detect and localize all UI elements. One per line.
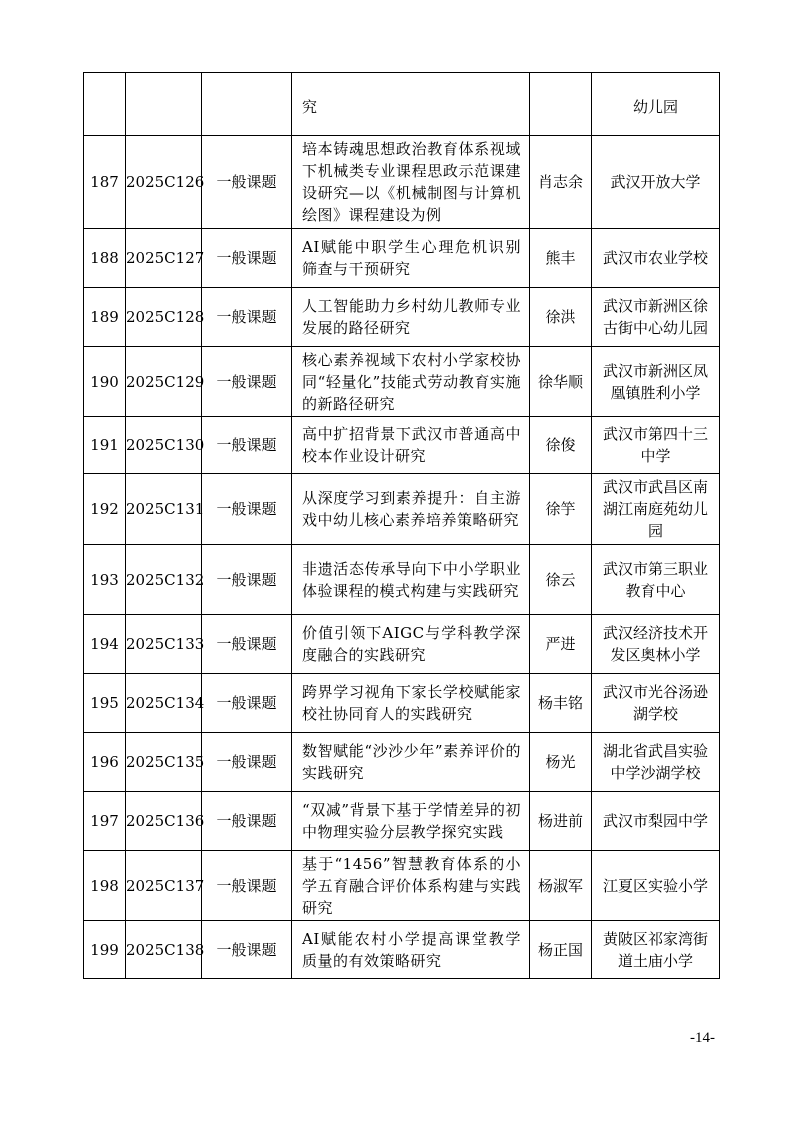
- cell-code: 2025C133: [126, 615, 202, 674]
- cell-code: 2025C137: [126, 851, 202, 921]
- table-row: [84, 474, 720, 545]
- cell-number: 195: [84, 674, 126, 733]
- cell-person: 徐云: [530, 545, 592, 615]
- cell-title: 究: [292, 73, 530, 136]
- cell-code: 2025C132: [126, 545, 202, 615]
- table-row: [84, 288, 720, 347]
- cell-unit: 武汉市第三职业教育中心: [592, 545, 720, 615]
- cell-unit: 武汉开放大学: [592, 136, 720, 229]
- cell-number: 194: [84, 615, 126, 674]
- cell-number: 199: [84, 921, 126, 979]
- cell-code: 2025C126: [126, 136, 202, 229]
- cell-number: 198: [84, 851, 126, 921]
- cell-title: 人工智能助力乡村幼儿教师专业发展的路径研究: [292, 288, 530, 347]
- cell-number: 189: [84, 288, 126, 347]
- cell-title: 培本铸魂思想政治教育体系视域下机械类专业课程思政示范课建设研究—以《机械制图与计算机绘图》课程建设为例: [292, 136, 530, 229]
- cell-type: 一般课题: [202, 417, 292, 474]
- cell-type: 一般课题: [202, 229, 292, 288]
- table-row: [84, 851, 720, 921]
- table-row: [84, 921, 720, 979]
- cell-type: 一般课题: [202, 921, 292, 979]
- cell-person: 严进: [530, 615, 592, 674]
- cell-code: 2025C130: [126, 417, 202, 474]
- cell-title: 基于“1456”智慧教育体系的小学五育融合评价体系构建与实践研究: [292, 851, 530, 921]
- cell-unit: 武汉市梨园中学: [592, 792, 720, 851]
- cell-unit: 黄陂区祁家湾街道土庙小学: [592, 921, 720, 979]
- cell-unit: 武汉市农业学校: [592, 229, 720, 288]
- cell-unit: 武汉市新洲区凤凰镇胜利小学: [592, 347, 720, 417]
- table-row: [84, 615, 720, 674]
- cell-unit: 江夏区实验小学: [592, 851, 720, 921]
- cell-title: 高中扩招背景下武汉市普通高中校本作业设计研究: [292, 417, 530, 474]
- cell-title: 数智赋能“沙沙少年”素养评价的实践研究: [292, 733, 530, 792]
- cell-code: 2025C127: [126, 229, 202, 288]
- cell-type: 一般课题: [202, 851, 292, 921]
- cell-title: 跨界学习视角下家长学校赋能家校社协同育人的实践研究: [292, 674, 530, 733]
- cell-title: 非遗活态传承导向下中小学职业体验课程的模式构建与实践研究: [292, 545, 530, 615]
- table-row-continued: [84, 73, 720, 136]
- cell-title: 价值引领下AIGC与学科教学深度融合的实践研究: [292, 615, 530, 674]
- cell-person: 杨光: [530, 733, 592, 792]
- cell-code: 2025C138: [126, 921, 202, 979]
- cell-unit: 武汉市新洲区徐古街中心幼儿园: [592, 288, 720, 347]
- cell-unit: 湖北省武昌实验中学沙湖学校: [592, 733, 720, 792]
- cell-type: 一般课题: [202, 792, 292, 851]
- cell-person: 杨丰铭: [530, 674, 592, 733]
- cell-unit: 武汉经济技术开发区奥林小学: [592, 615, 720, 674]
- table-row: [84, 545, 720, 615]
- cell-type: 一般课题: [202, 615, 292, 674]
- cell-type: 一般课题: [202, 674, 292, 733]
- cell-person: 徐俊: [530, 417, 592, 474]
- cell-number: 193: [84, 545, 126, 615]
- cell-type: 一般课题: [202, 136, 292, 229]
- cell-code: 2025C135: [126, 733, 202, 792]
- cell-number: [84, 73, 126, 136]
- cell-type: 一般课题: [202, 545, 292, 615]
- cell-code: 2025C129: [126, 347, 202, 417]
- cell-unit: 武汉市第四十三中学: [592, 417, 720, 474]
- cell-type: 一般课题: [202, 288, 292, 347]
- cell-code: 2025C134: [126, 674, 202, 733]
- cell-person: [530, 73, 592, 136]
- cell-type: 一般课题: [202, 474, 292, 545]
- cell-number: 187: [84, 136, 126, 229]
- cell-person: 杨淑军: [530, 851, 592, 921]
- cell-number: 192: [84, 474, 126, 545]
- cell-title: 核心素养视域下农村小学家校协同“轻量化”技能式劳动教育实施的新路径研究: [292, 347, 530, 417]
- cell-title: AI赋能农村小学提高课堂教学质量的有效策略研究: [292, 921, 530, 979]
- table-row: [84, 347, 720, 417]
- cell-type: [202, 73, 292, 136]
- cell-person: 熊丰: [530, 229, 592, 288]
- cell-type: 一般课题: [202, 733, 292, 792]
- cell-number: 188: [84, 229, 126, 288]
- cell-number: 197: [84, 792, 126, 851]
- cell-code: 2025C131: [126, 474, 202, 545]
- page-number: -14-: [690, 1030, 715, 1046]
- cell-type: 一般课题: [202, 347, 292, 417]
- cell-person: 肖志余: [530, 136, 592, 229]
- table-row: [84, 136, 720, 229]
- cell-number: 196: [84, 733, 126, 792]
- cell-title: “双减”背景下基于学情差异的初中物理实验分层教学探究实践: [292, 792, 530, 851]
- cell-number: 191: [84, 417, 126, 474]
- cell-unit: 幼儿园: [592, 73, 720, 136]
- project-table: [83, 72, 720, 979]
- cell-number: 190: [84, 347, 126, 417]
- cell-person: 徐竽: [530, 474, 592, 545]
- cell-person: 杨正国: [530, 921, 592, 979]
- cell-unit: 武汉市光谷汤逊湖学校: [592, 674, 720, 733]
- cell-unit: 武汉市武昌区南湖江南庭苑幼儿园: [592, 474, 720, 545]
- cell-person: 徐洪: [530, 288, 592, 347]
- table-row: [84, 417, 720, 474]
- table-row: [84, 229, 720, 288]
- cell-code: 2025C128: [126, 288, 202, 347]
- table-row: [84, 674, 720, 733]
- cell-person: 杨进前: [530, 792, 592, 851]
- cell-person: 徐华顺: [530, 347, 592, 417]
- cell-title: AI赋能中职学生心理危机识别筛查与干预研究: [292, 229, 530, 288]
- cell-code: [126, 73, 202, 136]
- cell-title: 从深度学习到素养提升：自主游戏中幼儿核心素养培养策略研究: [292, 474, 530, 545]
- table-row: [84, 792, 720, 851]
- table-row: [84, 733, 720, 792]
- cell-code: 2025C136: [126, 792, 202, 851]
